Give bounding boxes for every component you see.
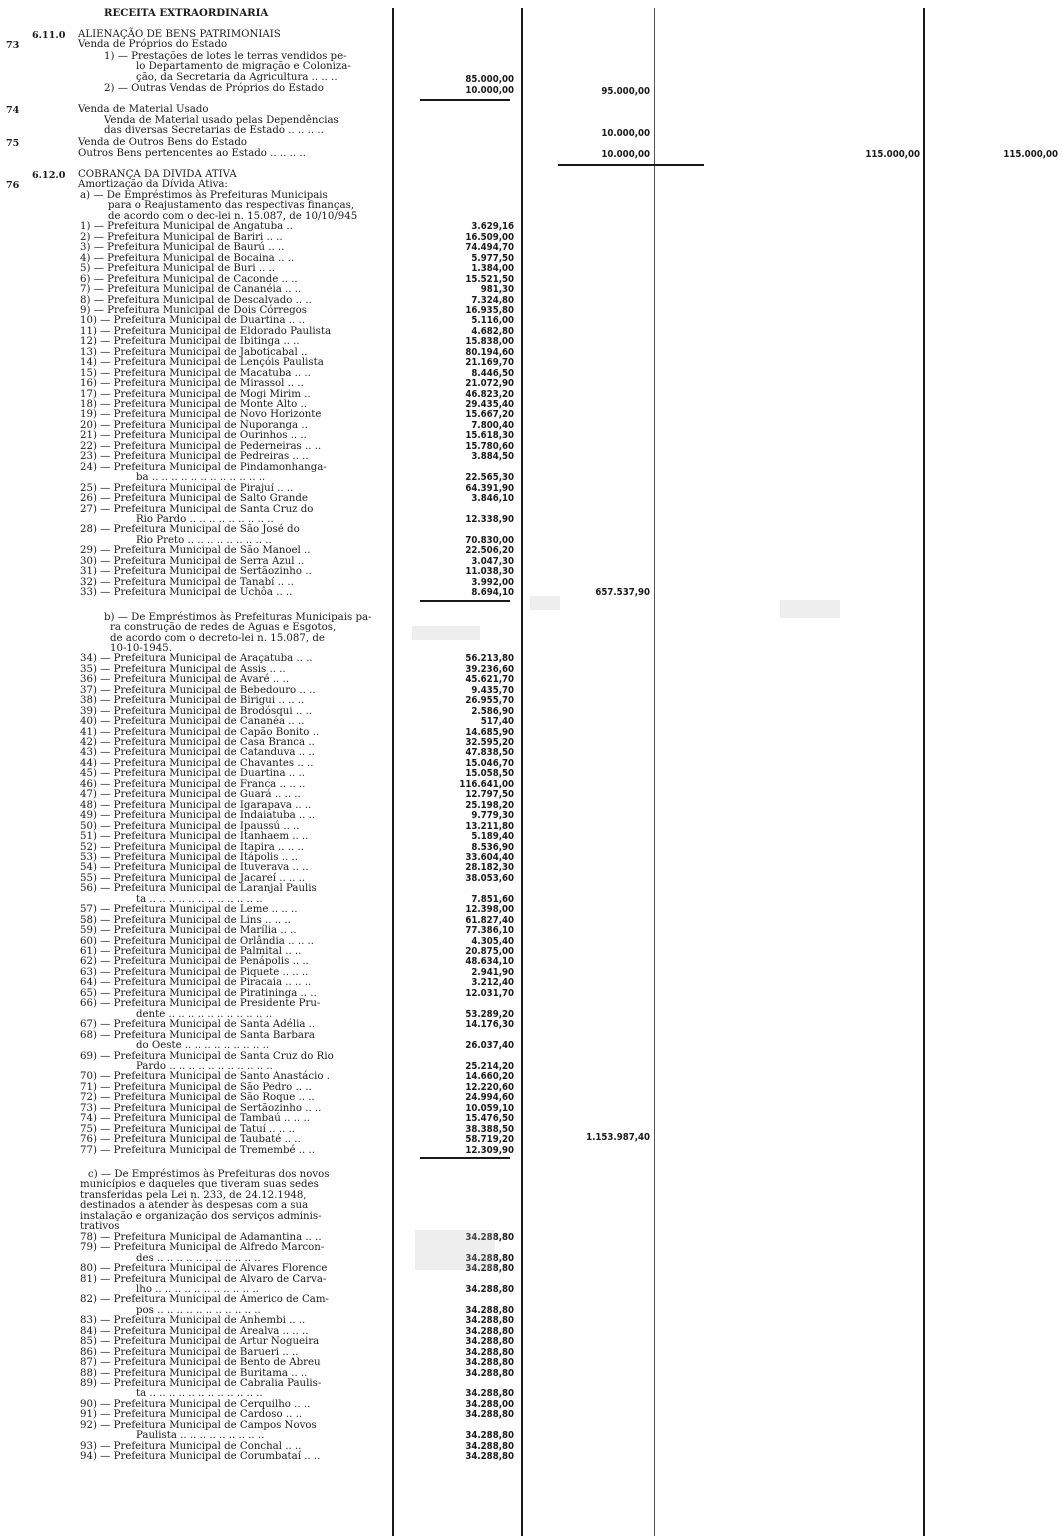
list-item: 57) — Prefeitura Municipal de Leme .. .. .. <box>80 904 298 916</box>
group-heading: ra construção de redes de Aguas e Esgotos, <box>110 622 337 633</box>
list-value: 34.288,00 <box>465 1398 514 1410</box>
list-value: 80.194,60 <box>465 346 514 358</box>
list-value: 24.994,60 <box>465 1092 514 1104</box>
list-item: 90) — Prefeitura Municipal de Cerquilho .. .. <box>80 1398 311 1410</box>
grand-total: 115.000,00 <box>1003 149 1058 160</box>
column-rule-2 <box>521 8 523 1536</box>
list-item: 6) — Prefeitura Municipal de Caconde .. .. <box>80 273 298 285</box>
list-item: 45) — Prefeitura Municipal de Duartina .. .. <box>80 768 305 780</box>
list-value: 34.288,80 <box>465 1451 514 1463</box>
list-item: 61) — Prefeitura Municipal de Palmital .. .. <box>80 946 302 957</box>
list-value: 3.047,30 <box>471 555 514 567</box>
list-value: 3.212,40 <box>471 977 514 989</box>
list-item: 91) — Prefeitura Municipal de Cardoso .. .. <box>80 1409 303 1421</box>
list-item: 44) — Prefeitura Municipal de Chavantes .. .. <box>80 757 314 769</box>
group-heading: trativos <box>80 1221 120 1233</box>
section-total: 115.000,00 <box>865 149 920 160</box>
list-value: 34.288,80 <box>465 1430 514 1442</box>
item-number: 76 <box>6 180 20 191</box>
list-value: 26.955,70 <box>465 695 514 707</box>
list-item: 87) — Prefeitura Municipal de Bento de Abreu <box>80 1357 321 1369</box>
list-item: 4) — Prefeitura Municipal de Bocaina .. .. <box>80 252 295 264</box>
list-item: 67) — Prefeitura Municipal de Santa Adélia .. <box>80 1019 316 1031</box>
list-value: 34.288,80 <box>465 1440 514 1452</box>
list-item: 46) — Prefeitura Municipal de Franca .. .. .. <box>80 778 306 790</box>
list-item: 59) — Prefeitura Municipal de Marília .. .. <box>80 925 297 937</box>
list-item: 30) — Prefeitura Municipal de Serra Azul .. <box>80 555 305 567</box>
group-heading: para o Reajustamento das respectivas finanças, <box>108 200 355 212</box>
subtotal-value: 1.153.987,40 <box>586 1132 650 1143</box>
column-rule-4 <box>923 8 925 1536</box>
sum-rule <box>420 600 510 602</box>
subsection-title: Venda de Outros Bens do Estado <box>78 137 248 148</box>
list-value: 70.830,00 <box>465 534 514 546</box>
list-item: 75) — Prefeitura Municipal de Tatuí .. .. .. <box>80 1123 296 1135</box>
list-item: 70) — Prefeitura Municipal de Santo Anastácio . <box>80 1071 330 1083</box>
list-value: 12.338,90 <box>465 513 514 525</box>
list-value: 34.288,80 <box>465 1231 514 1243</box>
list-item: 72) — Prefeitura Municipal de São Roque .. .. <box>80 1092 315 1104</box>
list-item: 65) — Prefeitura Municipal de Piratininga .. .. <box>80 987 317 999</box>
section-code: 6.12.0 <box>32 170 66 181</box>
list-value: 34.288,80 <box>465 1304 514 1316</box>
list-item: 73) — Prefeitura Municipal de Sertãozinho .. .. <box>80 1102 322 1114</box>
list-value: 5.116,00 <box>471 315 514 327</box>
list-value: 8.694,10 <box>471 587 514 599</box>
list-value: 22.565,30 <box>465 472 514 484</box>
list-value: 34.288,80 <box>465 1325 514 1337</box>
list-item: 49) — Prefeitura Municipal de Indaiatuba .. .. <box>80 810 316 822</box>
line-item: das diversas Secretarias de Estado .. .. .. .. <box>104 125 324 136</box>
list-value: 34.288,80 <box>465 1388 514 1400</box>
list-value: 12.398,00 <box>465 904 514 916</box>
list-item: 52) — Prefeitura Municipal de Itapira .. .. .. <box>80 841 304 853</box>
list-item: 56) — Prefeitura Municipal de Laranjal Paulis <box>80 883 317 895</box>
list-value: 64.391,90 <box>465 482 514 494</box>
group-heading: b) — De Empréstimos às Prefeituras Municipais pa- <box>104 611 372 623</box>
list-item: 53) — Prefeitura Municipal de Itápolis .. .. <box>80 851 298 863</box>
list-item: 39) — Prefeitura Municipal de Brodósqui .. .. <box>80 705 313 717</box>
list-value: 12.031,70 <box>465 987 514 999</box>
list-item: 89) — Prefeitura Municipal de Cabralia Paulis- <box>80 1378 322 1389</box>
list-item: 1) — Prefeitura Municipal de Angatuba .. <box>80 221 293 233</box>
list-value: 34.288,80 <box>465 1336 514 1348</box>
list-value: 3.992,00 <box>471 576 514 588</box>
group-heading: de acordo com o decreto-lei n. 15.087, de <box>110 632 325 644</box>
group-heading: municípios e daqueles que tiveram suas sedes <box>80 1179 319 1191</box>
list-item: 33) — Prefeitura Municipal de Uchôa .. .. <box>80 587 293 599</box>
list-value: 15.046,70 <box>465 757 514 769</box>
list-item: 80) — Prefeitura Municipal de Alvares Florence <box>80 1263 328 1274</box>
list-item: 69) — Prefeitura Municipal de Santa Cruz do Rio <box>80 1050 334 1062</box>
list-value: 38.388,50 <box>465 1123 514 1135</box>
group-heading: transferidas pela Lei n. 233, de 24.12.1948, <box>80 1189 307 1201</box>
subtotal-value: 657.537,90 <box>595 587 650 599</box>
list-value: 21.072,90 <box>465 378 514 390</box>
list-value: 7.324,80 <box>471 294 514 306</box>
list-item: 9) — Prefeitura Municipal de Dois Córregos <box>80 304 308 316</box>
sum-rule <box>420 99 510 101</box>
list-value: 3.846,10 <box>471 493 514 504</box>
list-value: 32.595,20 <box>465 737 514 748</box>
list-item: 19) — Prefeitura Municipal de Novo Horizonte <box>80 409 322 421</box>
list-value: 8.536,90 <box>471 841 514 853</box>
list-item-continuation: pos .. .. .. .. .. .. .. .. .. .. .. <box>136 1304 261 1316</box>
list-value: 2.586,90 <box>471 705 514 717</box>
line-item: 2) — Outras Vendas de Próprios do Estado <box>104 83 324 94</box>
subsection-title: Amortização da Dívida Ativa: <box>78 179 228 190</box>
subsection-title: Venda de Material Usado <box>78 104 209 115</box>
list-value: 20.875,00 <box>465 946 514 957</box>
section-title: COBRANÇA DA DIVIDA ATIVA <box>78 169 237 180</box>
page-header: RECEITA EXTRAORDINARIA <box>104 7 269 19</box>
list-item: 74) — Prefeitura Municipal de Tambaú .. .. .. <box>80 1113 310 1125</box>
list-item-continuation: do Oeste .. .. .. .. .. .. .. .. .. <box>136 1040 270 1051</box>
list-value: 3.884,50 <box>471 451 514 463</box>
list-item: 41) — Prefeitura Municipal de Capão Bonito .. <box>80 726 320 738</box>
list-value: 46.823,20 <box>465 388 514 400</box>
list-item: 18) — Prefeitura Municipal de Monte Alto .. <box>80 399 307 410</box>
section-title: ALIENAÇÃO DE BENS PATRIMONIAIS <box>78 29 281 40</box>
list-value: 34.288,80 <box>465 1263 514 1274</box>
list-item: 81) — Prefeitura Municipal de Alvaro de Carva- <box>80 1273 327 1285</box>
list-item: 64) — Prefeitura Municipal de Piracaia .. .. .. <box>80 977 312 989</box>
subtotal-value: 95.000,00 <box>601 86 650 97</box>
list-item: 28) — Prefeitura Municipal de São José do <box>80 524 300 536</box>
list-value: 15.476,50 <box>465 1113 514 1125</box>
list-item: 31) — Prefeitura Municipal de Sertãozinho .. <box>80 566 312 578</box>
list-item: 3) — Prefeitura Municipal de Baurú .. .. <box>80 242 285 254</box>
scan-smudge <box>415 1230 495 1270</box>
scan-smudge <box>412 626 480 640</box>
list-item: 62) — Prefeitura Municipal de Penápolis .. .. <box>80 956 309 968</box>
list-value: 1.384,00 <box>471 263 514 275</box>
list-value: 15.838,00 <box>465 336 514 348</box>
list-item: 26) — Prefeitura Municipal de Salto Grande <box>80 493 308 504</box>
subtotal-value: 10.000,00 <box>601 149 650 160</box>
list-value: 47.838,50 <box>465 747 514 759</box>
list-item: 14) — Prefeitura Municipal de Lençóis Paulista <box>80 357 324 369</box>
list-item: 86) — Prefeitura Municipal de Barueri .. .. <box>80 1346 299 1358</box>
list-value: 9.435,70 <box>471 684 514 696</box>
column-rule-1 <box>392 8 394 1536</box>
list-item: 32) — Prefeitura Municipal de Tanabí .. .. <box>80 576 294 588</box>
item-number: 73 <box>6 40 20 51</box>
list-value: 25.214,20 <box>465 1060 514 1072</box>
list-value: 9.779,30 <box>471 810 514 822</box>
list-value: 11.038,30 <box>465 566 514 578</box>
line-item: Venda de Material usado pelas Dependências <box>104 115 339 126</box>
list-value: 12.220,60 <box>465 1081 514 1093</box>
list-value: 25.198,20 <box>465 799 514 811</box>
list-item: 88) — Prefeitura Municipal de Buritama .. .. <box>80 1367 308 1379</box>
item-number: 74 <box>6 105 20 116</box>
list-value: 34.288,80 <box>465 1283 514 1295</box>
list-value: 15.667,20 <box>465 409 514 421</box>
list-item: 71) — Prefeitura Municipal de São Pedro .. .. <box>80 1081 312 1093</box>
list-value: 22.506,20 <box>465 545 514 557</box>
list-value: 34.288,80 <box>465 1409 514 1421</box>
list-item: 78) — Prefeitura Municipal de Adamantina .. .. <box>80 1231 322 1243</box>
list-value: 28.182,30 <box>465 862 514 874</box>
list-value: 15.058,50 <box>465 768 514 780</box>
list-item: 27) — Prefeitura Municipal de Santa Cruz do <box>80 503 314 515</box>
line-value: 10.000,00 <box>465 85 514 96</box>
list-item: 40) — Prefeitura Municipal de Cananéa .. .. <box>80 716 305 728</box>
scan-smudge <box>780 600 840 618</box>
list-item: 54) — Prefeitura Municipal de Ituverava .. .. <box>80 862 309 874</box>
list-item: 22) — Prefeitura Municipal de Pederneiras .. .. <box>80 440 322 452</box>
list-item-continuation: lho .. .. .. .. .. .. .. .. .. .. .. <box>136 1283 259 1295</box>
line-value: 85.000,00 <box>465 74 514 85</box>
group-heading: de acordo com o dec-lei n. 15.087, de 10/10/945 <box>108 210 358 222</box>
list-value: 16.935,80 <box>465 304 514 316</box>
list-item: 21) — Prefeitura Municipal de Ourinhos .. .. <box>80 430 307 442</box>
list-value: 74.494,70 <box>465 242 514 254</box>
list-value: 13.211,80 <box>465 820 514 832</box>
list-value: 58.719,20 <box>465 1134 514 1146</box>
list-item: 76) — Prefeitura Municipal de Taubaté .. .. <box>80 1134 301 1146</box>
list-item: 84) — Prefeitura Municipal de Arealva .. .. .. <box>80 1325 309 1337</box>
group-heading: c) — De Empréstimos às Prefeituras dos novos <box>88 1169 330 1180</box>
list-value: 34.288,80 <box>465 1346 514 1358</box>
list-value: 4.682,80 <box>471 325 514 337</box>
list-value: 34.288,80 <box>465 1357 514 1369</box>
list-value: 34.288,80 <box>465 1367 514 1379</box>
list-value: 3.629,16 <box>471 221 514 233</box>
list-item-continuation: ta .. .. .. .. .. .. .. .. .. .. .. .. <box>136 1388 263 1400</box>
list-value: 39.236,60 <box>465 663 514 675</box>
list-value: 77.386,10 <box>465 925 514 937</box>
list-item-continuation: Rio Pardo .. .. .. .. .. .. .. .. .. <box>136 513 274 525</box>
list-item: 16) — Prefeitura Municipal de Mirassol .. .. <box>80 378 304 390</box>
list-item: 66) — Prefeitura Municipal de Presidente Pru- <box>80 998 321 1010</box>
list-value: 12.797,50 <box>465 789 514 801</box>
list-value: 21.169,70 <box>465 357 514 369</box>
list-item-continuation: des .. .. .. .. .. .. .. .. .. .. .. <box>136 1252 261 1264</box>
list-value: 14.660,20 <box>465 1071 514 1083</box>
list-item: 15) — Prefeitura Municipal de Macatuba .. .. <box>80 367 311 379</box>
list-item: 50) — Prefeitura Municipal de Ipaussú .. .. <box>80 820 300 832</box>
list-item: 83) — Prefeitura Municipal de Anhembi .. .. <box>80 1315 306 1327</box>
list-item: 42) — Prefeitura Municipal de Casa Branca .. <box>80 737 315 748</box>
list-item: 23) — Prefeitura Municipal de Pedreiras .. .. <box>80 451 309 463</box>
group-heading: a) — De Empréstimos às Prefeituras Municipais <box>80 190 328 201</box>
list-value: 12.309,90 <box>465 1144 514 1156</box>
list-item: 79) — Prefeitura Municipal de Alfredo Marcon- <box>80 1242 325 1254</box>
list-value: 15.780,60 <box>465 440 514 452</box>
group-heading: destinados a atender às despesas com a sua <box>80 1200 309 1212</box>
list-value: 7.851,60 <box>471 893 514 905</box>
list-value: 56.213,80 <box>465 653 514 665</box>
list-item: 77) — Prefeitura Municipal de Tremembé .. .. <box>80 1144 315 1156</box>
sum-rule <box>420 1157 510 1159</box>
list-item: 38) — Prefeitura Municipal de Birigui .. .. .. <box>80 695 305 707</box>
list-item: 43) — Prefeitura Municipal de Catanduva .. .. <box>80 747 315 759</box>
group-heading: instalação e organização dos serviços adminis- <box>80 1210 322 1222</box>
scan-smudge <box>530 596 560 610</box>
line-item: lo Departamento de migração e Coloniza- <box>136 61 351 72</box>
list-value: 61.827,40 <box>465 914 514 926</box>
list-value: 26.037,40 <box>465 1040 514 1051</box>
list-item: 68) — Prefeitura Municipal de Santa Barbara <box>80 1029 315 1041</box>
list-value: 5.977,50 <box>471 252 514 264</box>
list-value: 15.521,50 <box>465 273 514 285</box>
list-value: 10.059,10 <box>465 1102 514 1114</box>
list-value: 45.621,70 <box>465 674 514 686</box>
list-item-continuation: Pardo .. .. .. .. .. .. .. .. .. .. .. <box>136 1060 273 1072</box>
list-value: 15.618,30 <box>465 430 514 442</box>
list-item: 92) — Prefeitura Municipal de Campos Novos <box>80 1419 317 1431</box>
list-item: 63) — Prefeitura Municipal de Piquete .. .. .. <box>80 966 309 978</box>
list-item: 24) — Prefeitura Municipal de Pindamonhanga- <box>80 461 327 473</box>
list-value: 33.604,40 <box>465 851 514 863</box>
list-value: 16.509,00 <box>465 231 514 243</box>
list-item: 12) — Prefeitura Municipal de Ibitinga .. .. <box>80 336 300 348</box>
list-item: 17) — Prefeitura Municipal de Mogi Mirim .. <box>80 388 311 400</box>
list-item-continuation: dente .. .. .. .. .. .. .. .. .. .. .. <box>136 1008 273 1020</box>
list-value: 5.189,40 <box>471 831 514 842</box>
list-item: 51) — Prefeitura Municipal de Itanhaem .. .. <box>80 831 309 842</box>
subtotal-value: 10.000,00 <box>601 128 650 139</box>
list-value: 38.053,60 <box>465 872 514 884</box>
list-item: 58) — Prefeitura Municipal de Lins .. .. .. <box>80 914 291 926</box>
list-value: 53.289,20 <box>465 1008 514 1020</box>
list-item: 60) — Prefeitura Municipal de Orlândia .. .. .. <box>80 935 315 947</box>
list-item: 25) — Prefeitura Municipal de Pirajuí .. .. <box>80 482 294 494</box>
list-item: 47) — Prefeitura Municipal de Guará .. .. .. <box>80 789 301 801</box>
list-item: 13) — Prefeitura Municipal de Jaboticabal .. <box>80 346 308 358</box>
list-item: 36) — Prefeitura Municipal de Avaré .. .. <box>80 674 290 686</box>
list-item: 37) — Prefeitura Municipal de Bebedouro .. .. <box>80 684 316 696</box>
column-rule-3 <box>654 8 655 1536</box>
list-item: 11) — Prefeitura Municipal de Eldorado Paulista <box>80 325 332 337</box>
list-item: 35) — Prefeitura Municipal de Assis .. .. <box>80 663 286 675</box>
list-value: 981,30 <box>480 284 514 295</box>
list-value: 8.446,50 <box>471 367 514 379</box>
list-value: 4.305,40 <box>471 935 514 947</box>
list-value: 34.288,80 <box>465 1315 514 1327</box>
list-item: 5) — Prefeitura Municipal de Buri .. .. <box>80 263 276 275</box>
list-item: 2) — Prefeitura Municipal de Bariri .. .. <box>80 231 283 243</box>
list-value: 29.435,40 <box>465 399 514 410</box>
list-item: 94) — Prefeitura Municipal de Corumbataí .. .. <box>80 1451 321 1463</box>
list-item: 10) — Prefeitura Municipal de Duartina .. .. <box>80 315 305 327</box>
subsection-title: Venda de Próprios do Estado <box>78 39 228 50</box>
list-value: 116.641,00 <box>459 778 514 790</box>
list-value: 14.685,90 <box>465 726 514 738</box>
sum-rule <box>558 164 704 166</box>
list-item: 93) — Prefeitura Municipal de Conchal .. .. <box>80 1440 302 1452</box>
list-item-continuation: Paulista .. .. .. .. .. .. .. .. .. <box>136 1430 265 1442</box>
list-item: 7) — Prefeitura Municipal de Cananéia .. .. <box>80 284 302 295</box>
list-item: 20) — Prefeitura Municipal de Nuporanga .. <box>80 419 308 431</box>
list-value: 34.288,80 <box>465 1252 514 1264</box>
line-item: Outros Bens pertencentes ao Estado .. .. .. .. <box>78 148 306 159</box>
list-value: 517,40 <box>480 716 514 728</box>
list-item-continuation: Rio Preto .. .. .. .. .. .. .. .. .. <box>136 534 272 546</box>
list-value: 2.941,90 <box>471 966 514 978</box>
list-value: 14.176,30 <box>465 1019 514 1031</box>
list-value: 48.634,10 <box>465 956 514 968</box>
list-item: 55) — Prefeitura Municipal de Jacareí .. .. .. <box>80 872 306 884</box>
list-item: 82) — Prefeitura Municipal de Americo de Cam- <box>80 1294 329 1306</box>
list-item: 8) — Prefeitura Municipal de Descalvado .. .. <box>80 294 312 306</box>
section-code: 6.11.0 <box>32 30 66 41</box>
list-item-continuation: ba .. .. .. .. .. .. .. .. .. .. .. .. <box>136 472 266 484</box>
line-item: ção, da Secretaria da Agricultura .. .. .. <box>136 72 338 83</box>
item-number: 75 <box>6 138 20 149</box>
list-item: 85) — Prefeitura Municipal de Artur Nogueira <box>80 1336 320 1348</box>
list-item: 48) — Prefeitura Municipal de Igarapava .. .. <box>80 799 312 811</box>
list-item: 34) — Prefeitura Municipal de Araçatuba .. .. <box>80 653 313 665</box>
list-item: 29) — Prefeitura Municipal de São Manoel .. <box>80 545 311 557</box>
list-item-continuation: ta .. .. .. .. .. .. .. .. .. .. .. .. <box>136 893 263 905</box>
line-item: 1) — Prestações de lotes le terras vendidos pe- <box>104 51 347 62</box>
group-heading: 10-10-1945. <box>110 642 172 654</box>
list-value: 7.800,40 <box>471 419 514 431</box>
